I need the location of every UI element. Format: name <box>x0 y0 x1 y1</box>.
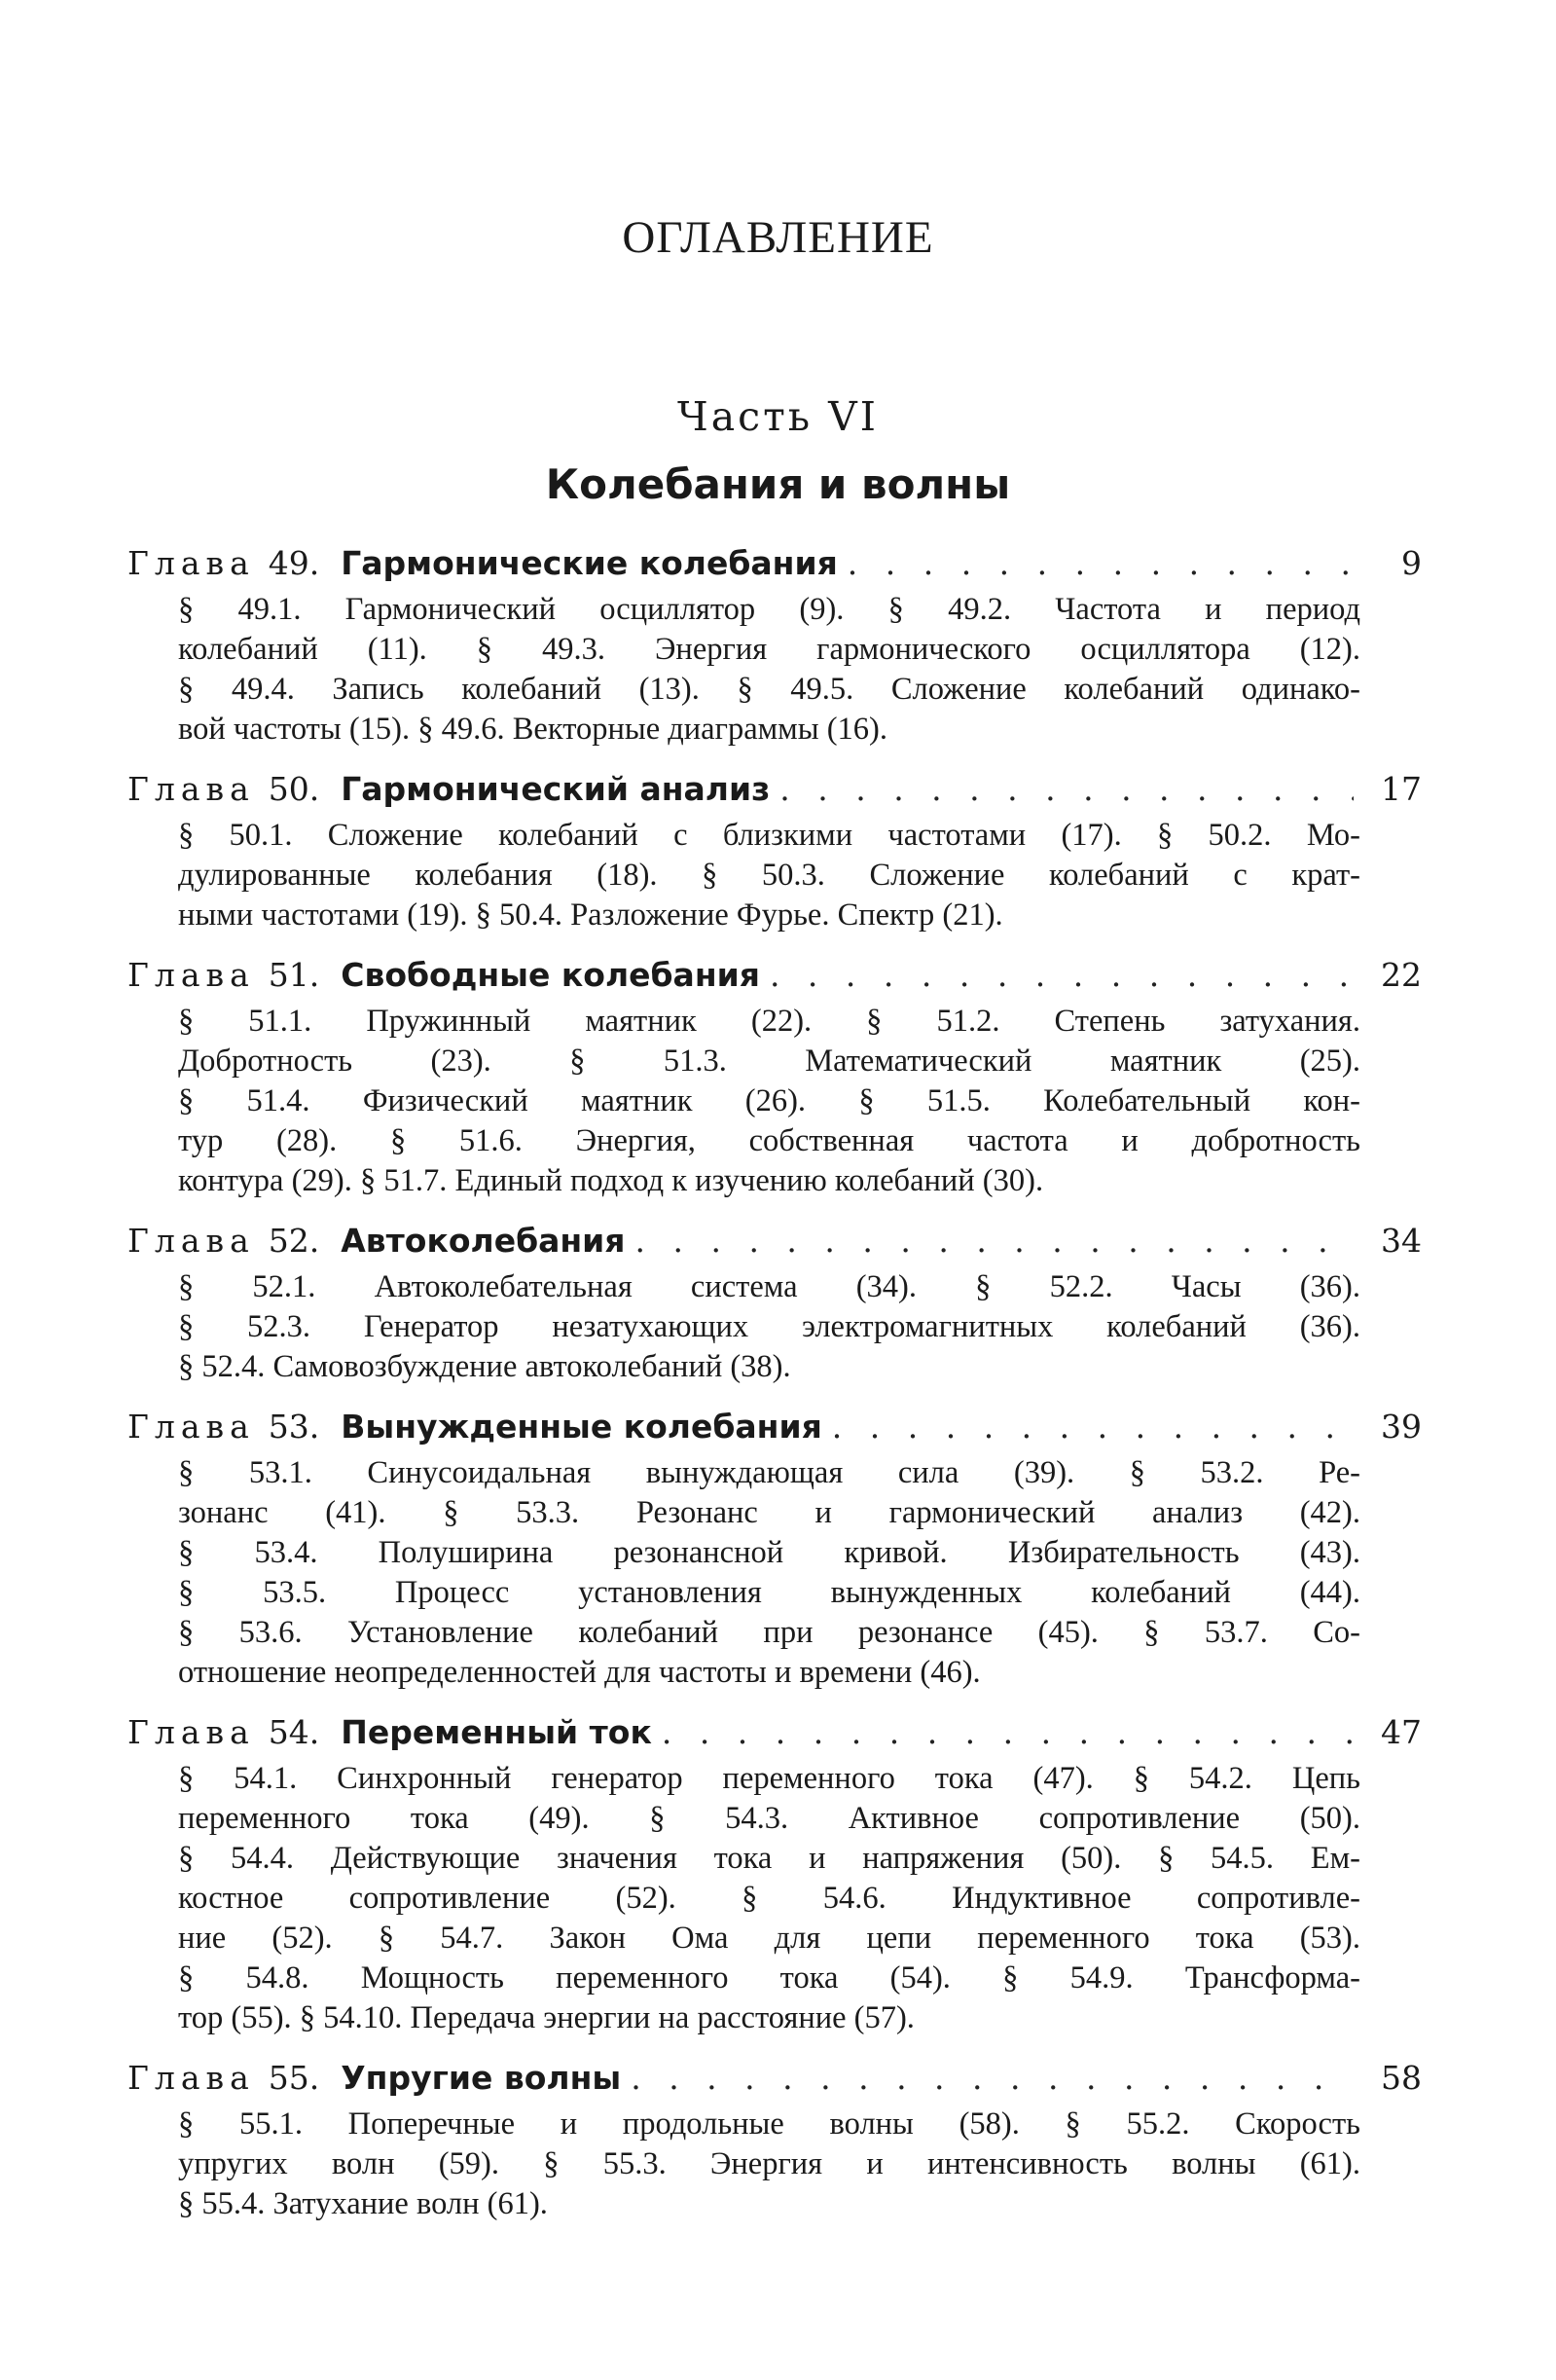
toc-chapter <box>127 1401 1422 1693</box>
toc-chapter <box>127 537 1422 750</box>
table-of-contents <box>127 537 1422 2238</box>
dot-leader <box>635 1215 1355 1267</box>
chapter-number: 51. <box>268 956 320 994</box>
section-line: переменного тока (49). § 54.3. Активное сопротивление (50). <box>178 1801 1360 1836</box>
chapter-title: Вынужденные колебания <box>341 1408 822 1446</box>
section-line: § 50.1. Сложение колебаний с близкими частотами (17). § 50.2. Мо- <box>178 818 1360 853</box>
section-list <box>178 816 1360 935</box>
section-line: § 55.4. Затухание волн (61). <box>178 2186 548 2221</box>
chapter-page-number: 22 <box>1381 956 1422 994</box>
chapter-number: 54. <box>268 1713 320 1751</box>
page-title: ОГЛАВЛЕНИЕ <box>622 212 934 263</box>
section-line: § 49.4. Запись колебаний (13). § 49.5. Сложение колебаний одинако- <box>178 672 1360 707</box>
section-line: § 53.5. Процесс установления вынужденных колебаний (44). <box>178 1575 1360 1610</box>
section-line: дулированные колебания (18). § 50.3. Сложение колебаний с крат- <box>178 858 1360 893</box>
section-line: § 54.1. Синхронный генератор переменного тока (47). § 54.2. Цепь <box>178 1761 1360 1796</box>
section-line: § 49.1. Гармонический осциллятор (9). § 49.2. Частота и период <box>178 592 1360 627</box>
chapter-title: Гармонические колебания <box>341 544 838 582</box>
section-line: зонанс (41). § 53.3. Резонанс и гармонический анализ (42). <box>178 1495 1360 1530</box>
chapter-heading-line[interactable] <box>127 949 1422 1002</box>
section-line: ными частотами (19). § 50.4. Разложение Фурье. Спектр (21). <box>178 897 1003 933</box>
chapter-title: Упругие волны <box>341 2059 622 2097</box>
toc-chapter <box>127 1215 1422 1387</box>
toc-chapter <box>127 1706 1422 2038</box>
section-list <box>178 1759 1360 2038</box>
section-line: § 51.1. Пружинный маятник (22). § 51.2. Степень затухания. <box>178 1004 1360 1039</box>
section-line: отношение неопределенностей для частоты и времени (46). <box>178 1655 981 1690</box>
section-list <box>178 590 1360 750</box>
section-line: упругих волн (59). § 55.3. Энергия и интенсивность волны (61). <box>178 2146 1360 2181</box>
section-line: § 51.4. Физический маятник (26). § 51.5. Колебательный кон- <box>178 1083 1360 1118</box>
dot-leader <box>779 763 1354 816</box>
chapter-page-number: 34 <box>1381 1222 1422 1260</box>
chapter-word: Глава <box>127 1408 255 1446</box>
chapter-word: Глава <box>127 544 255 582</box>
section-line: § 55.1. Поперечные и продольные волны (58). § 55.2. Скорость <box>178 2106 1360 2142</box>
section-line: § 52.4. Самовозбуждение автоколебаний (38). <box>178 1349 791 1384</box>
chapter-title: Переменный ток <box>341 1713 652 1751</box>
chapter-heading-line[interactable] <box>127 1706 1422 1759</box>
chapter-heading-line[interactable] <box>127 537 1422 590</box>
toc-chapter <box>127 763 1422 935</box>
chapter-word: Глава <box>127 770 255 808</box>
section-line: Добротность (23). § 51.3. Математический маятник (25). <box>178 1044 1360 1079</box>
chapter-heading-line[interactable] <box>127 1401 1422 1453</box>
chapter-heading-line[interactable] <box>127 1215 1422 1267</box>
section-line: § 53.4. Полуширина резонансной кривой. Избирательность (43). <box>178 1535 1360 1570</box>
section-line: § 53.6. Установление колебаний при резонансе (45). § 53.7. Со- <box>178 1615 1360 1650</box>
toc-chapter <box>127 949 1422 1201</box>
section-line: § 52.3. Генератор незатухающих электромагнитных колебаний (36). <box>178 1309 1360 1344</box>
section-line: контура (29). § 51.7. Единый подход к изучению колебаний (30). <box>178 1163 1044 1198</box>
section-line: колебаний (11). § 49.3. Энергия гармонического осциллятора (12). <box>178 632 1360 667</box>
chapter-heading-line[interactable] <box>127 2052 1422 2105</box>
chapter-title: Автоколебания <box>341 1222 626 1260</box>
section-line: § 52.1. Автоколебательная система (34). § 52.2. Часы (36). <box>178 1269 1360 1304</box>
chapter-title: Гармонический анализ <box>341 770 771 808</box>
section-line: вой частоты (15). § 49.6. Векторные диаграммы (16). <box>178 712 887 747</box>
chapter-number: 55. <box>268 2059 320 2097</box>
chapter-title: Свободные колебания <box>341 956 760 994</box>
dot-leader <box>848 537 1354 590</box>
chapter-word: Глава <box>127 1713 255 1751</box>
section-line: § 54.4. Действующие значения тока и напряжения (50). § 54.5. Ем- <box>178 1841 1360 1876</box>
chapter-page-number: 9 <box>1401 544 1422 582</box>
chapter-page-number: 47 <box>1381 1713 1422 1751</box>
chapter-page-number: 17 <box>1381 770 1422 808</box>
section-line: костное сопротивление (52). § 54.6. Индуктивное сопротивле- <box>178 1881 1360 1916</box>
section-list <box>178 1002 1360 1201</box>
section-list <box>178 2105 1360 2224</box>
dot-leader <box>662 1706 1354 1759</box>
section-line: тор (55). § 54.10. Передача энергии на расстояние (57). <box>178 2000 915 2035</box>
section-list <box>178 1453 1360 1693</box>
chapter-word: Глава <box>127 2059 255 2097</box>
dot-leader <box>631 2052 1354 2105</box>
chapter-page-number: 39 <box>1381 1408 1422 1446</box>
part-title: Колебания и волны <box>545 460 1011 508</box>
section-line: § 54.8. Мощность переменного тока (54). § 54.9. Трансформа- <box>178 1960 1360 1996</box>
section-line: тур (28). § 51.6. Энергия, собственная частота и добротность <box>178 1123 1360 1158</box>
chapter-word: Глава <box>127 1222 255 1260</box>
section-list <box>178 1267 1360 1387</box>
chapter-word: Глава <box>127 956 255 994</box>
section-line: § 53.1. Синусоидальная вынуждающая сила (39). § 53.2. Ре- <box>178 1455 1360 1490</box>
chapter-number: 49. <box>268 544 320 582</box>
section-line: ние (52). § 54.7. Закон Ома для цепи переменного тока (53). <box>178 1921 1360 1956</box>
chapter-number: 50. <box>268 770 320 808</box>
dot-leader <box>770 949 1354 1002</box>
chapter-heading-line[interactable] <box>127 763 1422 816</box>
chapter-number: 52. <box>268 1222 320 1260</box>
chapter-number: 53. <box>268 1408 320 1446</box>
chapter-page-number: 58 <box>1381 2059 1422 2097</box>
part-number: Часть VI <box>677 393 879 440</box>
toc-chapter <box>127 2052 1422 2224</box>
dot-leader <box>832 1401 1354 1453</box>
